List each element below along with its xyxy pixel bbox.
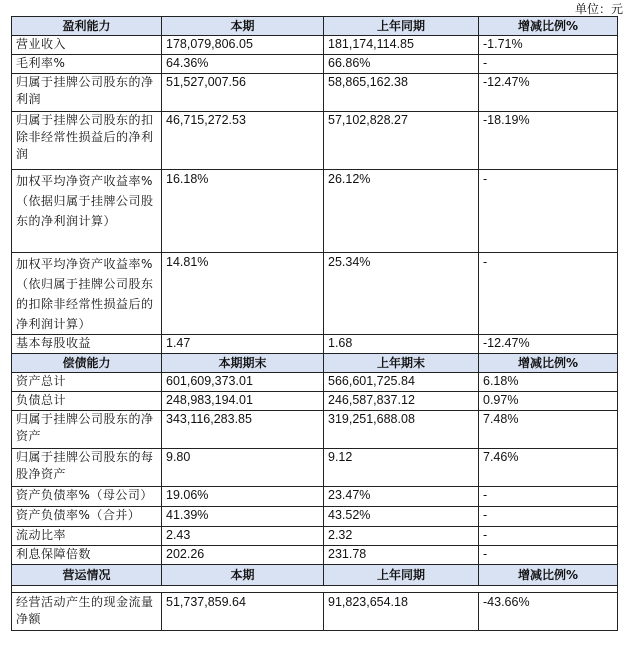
row-label: 毛利率%: [12, 55, 162, 74]
current-value: 19.06%: [162, 487, 324, 507]
prior-value: 43.52%: [324, 507, 479, 527]
current-value: 51,737,859.64: [162, 593, 324, 631]
prior-value: 23.47%: [324, 487, 479, 507]
prior-value: 231.78: [324, 546, 479, 565]
prior-value: 9.12: [324, 449, 479, 487]
current-value: 601,609,373.01: [162, 373, 324, 392]
prior-value: 58,865,162.38: [324, 74, 479, 112]
column-header-current: 本期: [162, 565, 324, 586]
column-header-prior: 上年同期: [324, 17, 479, 36]
section-spacer: [12, 586, 618, 593]
change-value: -: [479, 55, 618, 74]
section-title: 盈利能力: [12, 17, 162, 36]
row-label: 归属于挂牌公司股东的扣除非经常性损益后的净利润: [12, 112, 162, 170]
prior-value: 66.86%: [324, 55, 479, 74]
current-value: 9.80: [162, 449, 324, 487]
section-header-operations: [12, 565, 618, 586]
table-row: [12, 170, 618, 253]
prior-value: 91,823,654.18: [324, 593, 479, 631]
change-value: -: [479, 253, 618, 335]
row-label: 资产总计: [12, 373, 162, 392]
change-value: -: [479, 487, 618, 507]
row-label: 负债总计: [12, 392, 162, 411]
current-value: 46,715,272.53: [162, 112, 324, 170]
unit-label: 单位：元: [574, 2, 623, 16]
section-title: 偿债能力: [12, 354, 162, 373]
change-value: -: [479, 546, 618, 565]
spacer-cell: [12, 586, 618, 593]
row-label: 归属于挂牌公司股东的每股净资产: [12, 449, 162, 487]
table-row: [12, 74, 618, 112]
row-label: 资产负债率%（合并）: [12, 507, 162, 527]
change-value: 6.18%: [479, 373, 618, 392]
column-header-change: 增减比例%: [479, 17, 618, 36]
change-value: 7.48%: [479, 411, 618, 449]
table-row: [12, 112, 618, 170]
table-row: [12, 392, 618, 411]
current-value: 1.47: [162, 335, 324, 354]
current-value: 41.39%: [162, 507, 324, 527]
table-row: [12, 335, 618, 354]
prior-value: 246,587,837.12: [324, 392, 479, 411]
change-value: -: [479, 507, 618, 527]
current-value: 178,079,806.05: [162, 36, 324, 55]
column-header-prior: 上年同期: [324, 565, 479, 586]
row-label: 归属于挂牌公司股东的净利润: [12, 74, 162, 112]
current-value: 16.18%: [162, 170, 324, 253]
current-value: 64.36%: [162, 55, 324, 74]
row-label: 资产负债率%（母公司）: [12, 487, 162, 507]
prior-value: 25.34%: [324, 253, 479, 335]
column-header-current: 本期期末: [162, 354, 324, 373]
change-value: -12.47%: [479, 74, 618, 112]
change-value: -: [479, 170, 618, 253]
change-value: 7.46%: [479, 449, 618, 487]
row-label: 流动比率: [12, 527, 162, 546]
current-value: 202.26: [162, 546, 324, 565]
table-row: [12, 36, 618, 55]
current-value: 2.43: [162, 527, 324, 546]
column-header-prior: 上年期末: [324, 354, 479, 373]
row-label: 利息保障倍数: [12, 546, 162, 565]
prior-value: 1.68: [324, 335, 479, 354]
section-header-profitability: [12, 17, 618, 36]
prior-value: 181,174,114.85: [324, 36, 479, 55]
change-value: -43.66%: [479, 593, 618, 631]
table-row: [12, 593, 618, 631]
column-header-current: 本期: [162, 17, 324, 36]
change-value: -18.19%: [479, 112, 618, 170]
prior-value: 2.32: [324, 527, 479, 546]
row-label: 加权平均净资产收益率%（依据归属于挂牌公司股东的净利润计算）: [12, 170, 162, 253]
section-header-solvency: [12, 354, 618, 373]
column-header-change: 增减比例%: [479, 565, 618, 586]
row-label: 归属于挂牌公司股东的净资产: [12, 411, 162, 449]
current-value: 14.81%: [162, 253, 324, 335]
current-value: 343,116,283.85: [162, 411, 324, 449]
current-value: 51,527,007.56: [162, 74, 324, 112]
prior-value: 57,102,828.27: [324, 112, 479, 170]
change-value: -1.71%: [479, 36, 618, 55]
change-value: -: [479, 527, 618, 546]
table-row: [12, 449, 618, 487]
change-value: -12.47%: [479, 335, 618, 354]
table-row: [12, 411, 618, 449]
table-row: [12, 373, 618, 392]
prior-value: 319,251,688.08: [324, 411, 479, 449]
table-row: [12, 546, 618, 565]
prior-value: 26.12%: [324, 170, 479, 253]
section-title: 营运情况: [12, 565, 162, 586]
table-row: [12, 253, 618, 335]
financial-indicators-table: [11, 16, 618, 631]
table-row: [12, 527, 618, 546]
row-label: 经营活动产生的现金流量净额: [12, 593, 162, 631]
row-label: 加权平均净资产收益率%（依归属于挂牌公司股东的扣除非经常性损益后的净利润计算）: [12, 253, 162, 335]
column-header-change: 增减比例%: [479, 354, 618, 373]
table-row: [12, 507, 618, 527]
change-value: 0.97%: [479, 392, 618, 411]
current-value: 248,983,194.01: [162, 392, 324, 411]
table-row: [12, 487, 618, 507]
row-label: 营业收入: [12, 36, 162, 55]
row-label: 基本每股收益: [12, 335, 162, 354]
table-row: [12, 55, 618, 74]
prior-value: 566,601,725.84: [324, 373, 479, 392]
